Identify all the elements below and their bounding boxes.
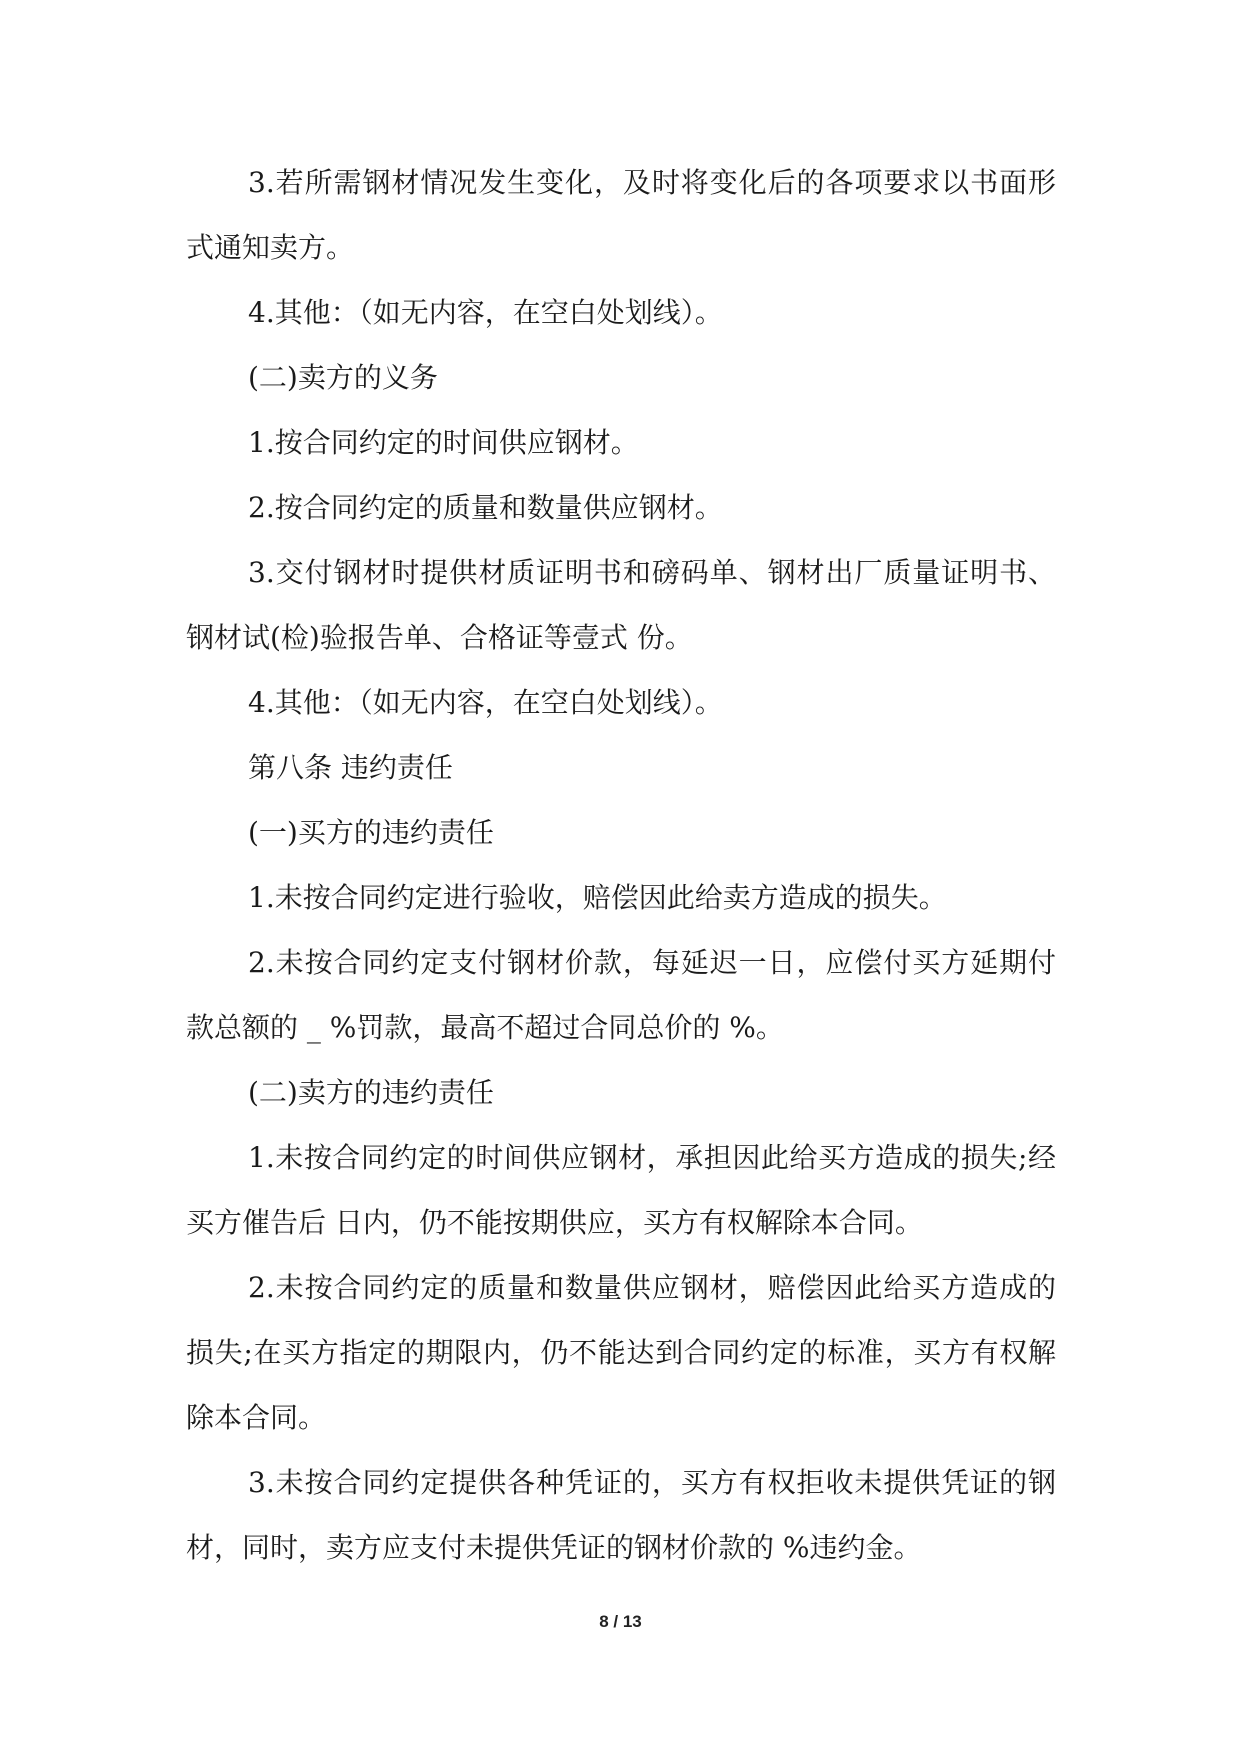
page-number: 8 / 13 <box>599 1612 642 1631</box>
heading-buyer-liability: (一)买方的违约责任 <box>248 816 494 849</box>
paragraph-seller-supply-quality: 2.按合同约定的质量和数量供应钢材。 <box>248 491 723 524</box>
document-body <box>186 150 1056 1580</box>
paragraph-seller-supply-time: 1.按合同约定的时间供应钢材。 <box>248 426 639 459</box>
heading-seller-obligations: (二)卖方的义务 <box>248 361 438 394</box>
heading-article-eight: 第八条 违约责任 <box>248 751 453 784</box>
paragraph-seller-quality-breach: 2.未按合同约定的质量和数量供应钢材，赔偿因此给买方造成的损失;在买方指定的期限内，仍不能达到合同约定的标准，买方有权解除本合同。 <box>186 1271 1056 1434</box>
paragraph-seller-documents: 3.交付钢材时提供材质证明书和磅码单、钢材出厂质量证明书、钢材试(检)验报告单、合格证等壹式 份。 <box>186 556 1056 654</box>
paragraph-seller-other: 4.其他：（如无内容，在空白处划线）。 <box>248 686 723 719</box>
heading-seller-liability: (二)卖方的违约责任 <box>248 1076 494 1109</box>
paragraph-seller-late-supply: 1.未按合同约定的时间供应钢材，承担因此给买方造成的损失;经买方催告后 日内，仍不能按期供应，买方有权解除本合同。 <box>186 1141 1056 1239</box>
paragraph-buyer-late-payment: 2.未按合同约定支付钢材价款，每延迟一日，应偿付买方延期付款总额的 _ %罚款，最高不超过合同总价的 %。 <box>186 946 1056 1044</box>
paragraph-buyer-inspection: 1.未按合同约定进行验收，赔偿因此给卖方造成的损失。 <box>248 881 947 914</box>
paragraph-seller-missing-documents: 3.未按合同约定提供各种凭证的，买方有权拒收未提供凭证的钢材，同时，卖方应支付未提供凭证的钢材价款的 %违约金。 <box>186 1466 1056 1564</box>
paragraph-buyer-other: 4.其他：（如无内容，在空白处划线）。 <box>248 296 723 329</box>
paragraph-buyer-notify-change: 3.若所需钢材情况发生变化，及时将变化后的各项要求以书面形式通知卖方。 <box>186 166 1056 264</box>
